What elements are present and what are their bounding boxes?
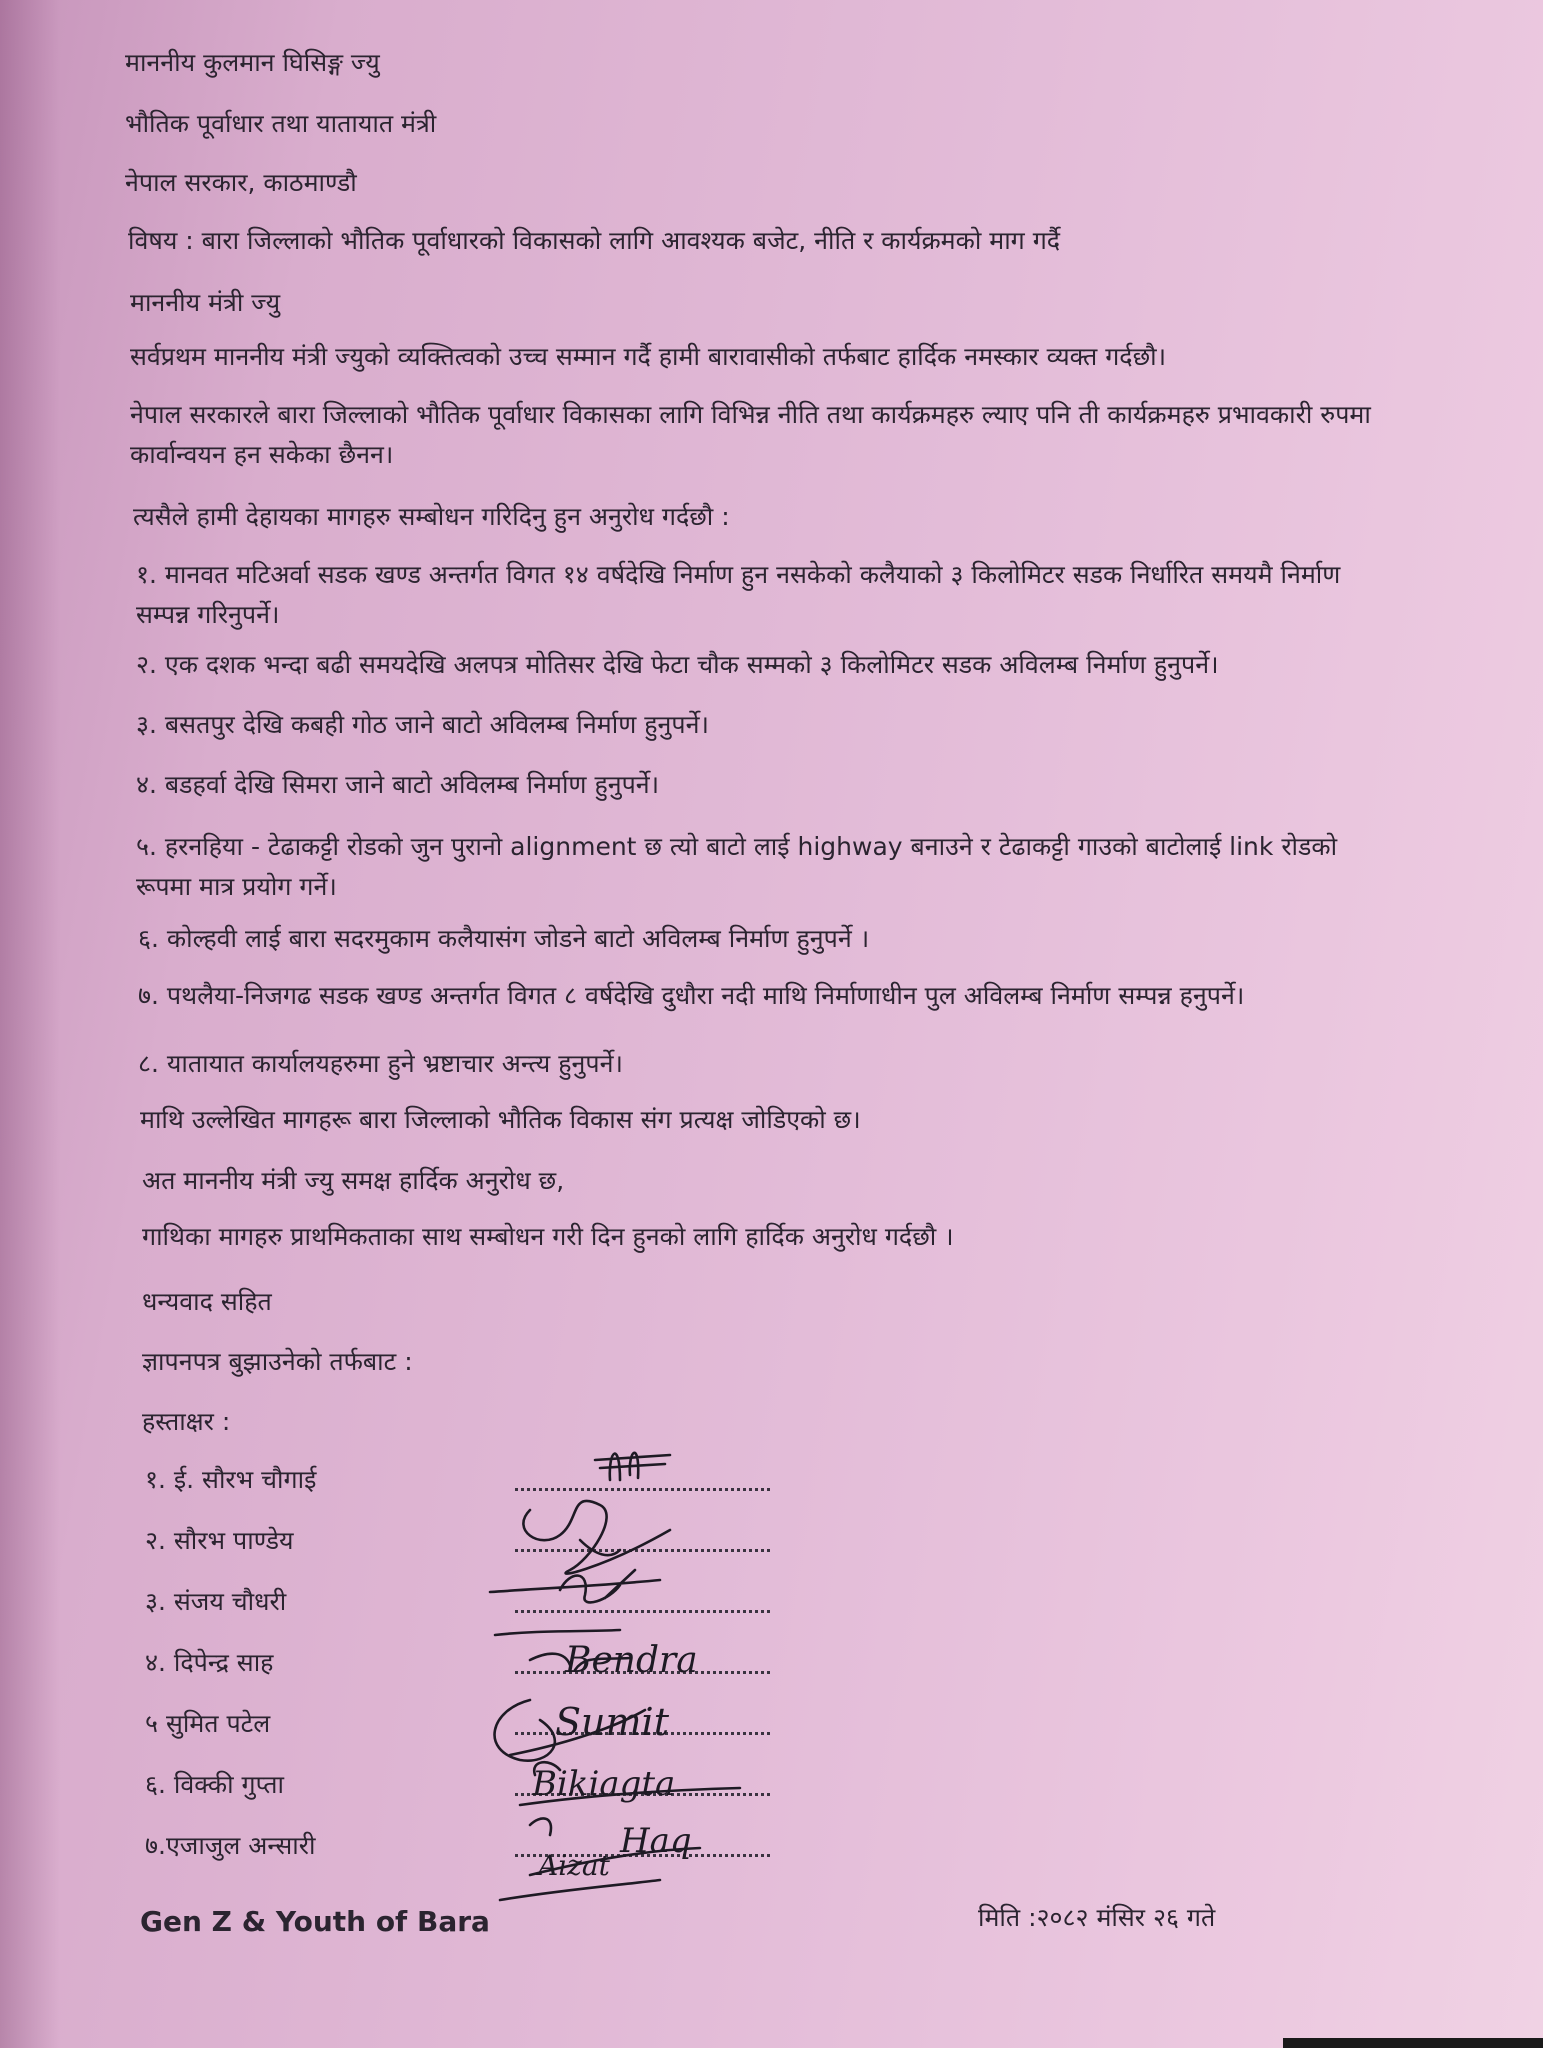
greeting-paragraph: सर्वप्रथम माननीय मंत्री ज्युको व्यक्तित्वको उच्च सम्मान गर्दै हामी बारावासीको तर्फबाट हार्दिक नमस्कार व्यक्त गर्दछौ। (130, 342, 1167, 371)
request-intro-line: त्यसैले हामी देहायका मागहरु सम्बोधन गरिदिनु हुन अनुरोध गर्दछौ : (133, 502, 730, 531)
signatory-name: ६. विक्की गुप्ता (145, 1770, 285, 1799)
demand-item: ६. कोल्हवी लाई बारा सदरमुकाम कलैयासंग जोडने बाटो अविलम्ब निर्माण हुनुपर्ने । (138, 924, 870, 953)
context-paragraph: नेपाल सरकारले बारा जिल्लाको भौतिक पूर्वाधार विकासका लागि विभिन्न नीति तथा कार्यक्रमहरु ल्याए पनि ती कार्यक्रमहरु प्रभावकारी रुपमा कार्वान्वयन हन सकेका छैनन। (130, 400, 1371, 469)
closing-line-3: गाथिका मागहरु प्राथमिकताका साथ सम्बोधन गरी दिन हुनको लागि हार्दिक अनुरोध गर्दछौ । (142, 1222, 954, 1251)
signatory-name: ५ सुमित पटेल (145, 1709, 271, 1738)
demand-item: ३. बसतपुर देखि कबही गोठ जाने बाटो अविलम्ब निर्माण हुनुपर्ने। (136, 710, 709, 739)
ministry-line: भौतिक पूर्वाधार तथा यातायात मंत्री (125, 109, 437, 138)
demand-item: ७. पथलैया-निजगढ सडक खण्ड अन्तर्गत विगत ८ वर्षदेखि दुधौरा नदी माथि निर्माणाधीन पुल अविलम्ब निर्माण सम्पन्न हनुपर्ने। (138, 981, 1245, 1010)
organization-name: Gen Z & Youth of Bara (140, 1905, 490, 1938)
demand-item: ८. यातायात कार्यालयहरुमा हुने भ्रष्टाचार अन्त्य हुनुपर्ने। (138, 1049, 623, 1078)
signature-1 (595, 1453, 670, 1480)
signature-text-bendra: Bendra (565, 1640, 698, 1681)
salutation-line: माननीय मंत्री ज्यु (130, 288, 281, 317)
demand-item: ५. हरनहिया - टेढाकट्टी रोडको जुन पुरानो alignment छ त्यो बाटो लाई highway बनाउने र टेढाकट्टी गाउको बाटोलाई link रोडको रूपमा मात्र प्रयोग गर्ने। (136, 832, 1338, 901)
signatory-name: २. सौरभ पाण्डेय (145, 1526, 294, 1555)
signature-text-aizat: Aizat (538, 1849, 610, 1882)
from-line: ज्ञापनपत्र बुझाउनेको तर्फबाट : (142, 1347, 413, 1376)
subject-line: विषय : बारा जिल्लाको भौतिक पूर्वाधारको विकासको लागि आवश्यक बजेट, नीति र कार्यक्रमको माग गर्दै (128, 226, 1061, 255)
addressee-line: माननीय कुलमान घिसिङ्ग ज्यु (125, 48, 380, 77)
photo-edge-strip (1283, 2038, 1543, 2048)
signature-text-bikiagta: Bikiagta (532, 1764, 676, 1804)
signature-label: हस्ताक्षर : (142, 1407, 231, 1436)
government-line: नेपाल सरकार, काठमाण्डौ (125, 168, 357, 197)
letter-date: मिति :२०८२ मंसिर २६ गते (978, 1903, 1216, 1932)
thanks-line: धन्यवाद सहित (142, 1287, 272, 1316)
signature-2 (523, 1501, 670, 1574)
signature-3 (490, 1570, 660, 1602)
page-edge-shadow (0, 0, 60, 2048)
signatory-name: १. ई. सौरभ चौगाई (145, 1465, 317, 1494)
handwritten-signatures (470, 1420, 800, 1940)
signature-6 (520, 1762, 740, 1805)
signatory-name: ४. दिपेन्द्र साह (145, 1648, 274, 1677)
signature-text-haq: Haq (620, 1821, 692, 1861)
closing-line-1: माथि उल्लेखित मागहरू बारा जिल्लाको भौतिक विकास संग प्रत्यक्ष जोडिएको छ। (140, 1105, 861, 1134)
closing-line-2: अत माननीय मंत्री ज्यु समक्ष हार्दिक अनुरोध छ, (142, 1166, 565, 1195)
signatory-name: ७.एजाजुल अन्सारी (145, 1831, 316, 1860)
signature-5 (495, 1700, 670, 1761)
signatory-name: ३. संजय चौधरी (145, 1587, 287, 1616)
demand-item: ४. बडहर्वा देखि सिमरा जाने बाटो अविलम्ब निर्माण हुनुपर्ने। (136, 770, 660, 799)
signature-7 (500, 1818, 700, 1900)
demand-item: २. एक दशक भन्दा बढी समयदेखि अलपत्र मोतिसर देखि फेटा चौक सम्मको ३ किलोमिटर सडक अविलम्ब निर्माण हुनुपर्ने। (136, 650, 1219, 679)
signature-text-sumit: Sumit (555, 1700, 669, 1744)
signature-4 (495, 1630, 698, 1681)
demand-item: १. मानवत मटिअर्वा सडक खण्ड अन्तर्गत विगत १४ वर्षदेखि निर्माण हुन नसकेको कलैयाको ३ किलोमिटर सडक निर्धारित समयमै निर्माण सम्पन्न गरिनुपर्ने। (136, 560, 1341, 629)
